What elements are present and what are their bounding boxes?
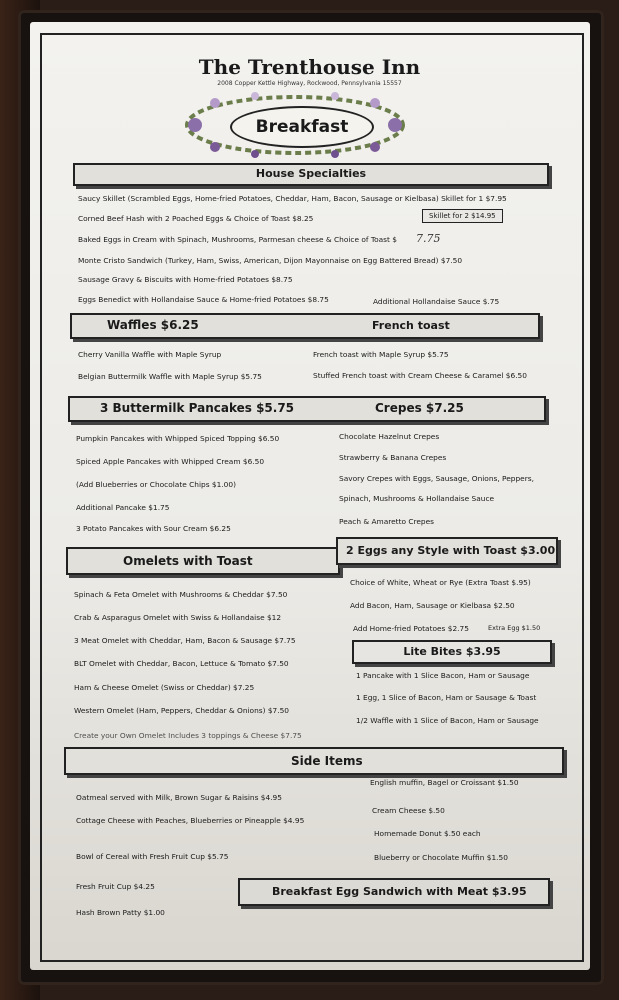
menu-item: Peach & Amaretto Crepes bbox=[339, 517, 435, 526]
extra-egg: Extra Egg $1.50 bbox=[488, 624, 541, 632]
side-items-heading: Side Items bbox=[291, 754, 363, 768]
menu-item: Cherry Vanilla Waffle with Maple Syrup bbox=[78, 350, 222, 359]
menu-item: Chocolate Hazelnut Crepes bbox=[339, 432, 440, 441]
menu-item: Crab & Asparagus Omelet with Swiss & Hollandaise $12 bbox=[74, 613, 282, 622]
menu-item: Strawberry & Banana Crepes bbox=[339, 453, 447, 462]
menu-item: Fresh Fruit Cup $4.25 bbox=[76, 882, 155, 891]
waffles-french-toast-heading-bar bbox=[70, 313, 540, 339]
menu-item: Oatmeal served with Milk, Brown Sugar & Raisins $4.95 bbox=[76, 793, 282, 802]
menu-item: 3 Potato Pancakes with Sour Cream $6.25 bbox=[76, 524, 231, 533]
menu-item: BLT Omelet with Cheddar, Bacon, Lettuce & Tomato $7.50 bbox=[74, 659, 289, 668]
menu-item: Stuffed French toast with Cream Cheese & Caramel $6.50 bbox=[313, 371, 527, 380]
menu-item: Blueberry or Chocolate Muffin $1.50 bbox=[374, 853, 508, 862]
handwritten-price: 7.75 bbox=[416, 232, 441, 245]
menu-item: French toast with Maple Syrup $5.75 bbox=[313, 350, 449, 359]
skillet-for-two-box: Skillet for 2 $14.95 bbox=[422, 209, 503, 223]
menu-item: Monte Cristo Sandwich (Turkey, Ham, Swiss, American, Dijon Mayonnaise on Egg Battered Bread) $7.50 bbox=[78, 256, 463, 265]
egg-sandwich-heading-bar bbox=[238, 878, 550, 906]
menu-item: Cream Cheese $.50 bbox=[372, 806, 445, 815]
menu-item: 3 Meat Omelet with Cheddar, Ham, Bacon & Sausage $7.75 bbox=[74, 636, 296, 645]
menu-item: (Add Blueberries or Chocolate Chips $1.00) bbox=[76, 480, 236, 489]
menu-item: Homemade Donut $.50 each bbox=[374, 829, 481, 838]
menu-item: Spinach & Feta Omelet with Mushrooms & Cheddar $7.50 bbox=[74, 590, 288, 599]
menu-item: Cottage Cheese with Peaches, Blueberries or Pineapple $4.95 bbox=[76, 816, 305, 825]
menu-item: English muffin, Bagel or Croissant $1.50 bbox=[370, 778, 519, 787]
side-items-heading-bar bbox=[64, 747, 564, 775]
menu-item: Saucy Skillet (Scrambled Eggs, Home-fried Potatoes, Cheddar, Ham, Bacon, Sausage or Kielbasa) Skillet for 1 $7.95 bbox=[78, 194, 507, 203]
lite-bites-heading-bar bbox=[352, 640, 552, 664]
restaurant-title: The Trenthouse Inn bbox=[198, 55, 421, 79]
two-eggs-heading: 2 Eggs any Style with Toast $3.00 bbox=[346, 544, 556, 557]
breakfast-label: Breakfast bbox=[230, 106, 374, 148]
restaurant-address: 2008 Copper Kettle Highway, Rockwood, Pennsylvania 15557 bbox=[217, 80, 402, 87]
pancakes-heading: 3 Buttermilk Pancakes $5.75 bbox=[100, 401, 295, 415]
menu-item: Belgian Buttermilk Waffle with Maple Syrup $5.75 bbox=[78, 372, 262, 381]
menu-item: Baked Eggs in Cream with Spinach, Mushrooms, Parmesan cheese & Choice of Toast $ bbox=[78, 235, 397, 244]
menu-item: Savory Crepes with Eggs, Sausage, Onions, Peppers, bbox=[339, 474, 534, 483]
french-toast-heading: French toast bbox=[372, 319, 450, 332]
menu-item: Hash Brown Patty $1.00 bbox=[76, 908, 165, 917]
menu-item: 1 Egg, 1 Slice of Bacon, Ham or Sausage & Toast bbox=[356, 693, 537, 702]
menu-item: Ham & Cheese Omelet (Swiss or Cheddar) $7.25 bbox=[74, 683, 255, 692]
menu-item: Western Omelet (Ham, Peppers, Cheddar & Onions) $7.50 bbox=[74, 706, 289, 715]
menu-item: Sausage Gravy & Biscuits with Home-fried Potatoes $8.75 bbox=[78, 275, 293, 284]
pancakes-crepes-heading-bar bbox=[68, 396, 546, 422]
menu-item: 1/2 Waffle with 1 Slice of Bacon, Ham or Sausage bbox=[356, 716, 539, 725]
menu-item: Choice of White, Wheat or Rye (Extra Toast $.95) bbox=[350, 578, 531, 587]
crepes-heading: Crepes $7.25 bbox=[375, 401, 464, 415]
house-specialties-heading-bar bbox=[73, 163, 549, 186]
extra-hollandaise: Additional Hollandaise Sauce $.75 bbox=[373, 297, 500, 306]
waffles-heading: Waffles $6.25 bbox=[107, 318, 199, 332]
lite-bites-heading: Lite Bites $3.95 bbox=[403, 645, 501, 658]
menu-item: Corned Beef Hash with 2 Poached Eggs & Choice of Toast $8.25 bbox=[78, 214, 314, 223]
omelets-heading: Omelets with Toast bbox=[123, 554, 253, 568]
menu-item: Add Home-fried Potatoes $2.75 bbox=[353, 624, 469, 633]
egg-sandwich-heading: Breakfast Egg Sandwich with Meat $3.95 bbox=[272, 885, 527, 898]
omelets-heading-bar bbox=[66, 547, 340, 575]
menu-item: Spinach, Mushrooms & Hollandaise Sauce bbox=[339, 494, 495, 503]
menu-item: 1 Pancake with 1 Slice Bacon, Ham or Sausage bbox=[356, 671, 530, 680]
menu-item: Create your Own Omelet Includes 3 toppings & Cheese $7.75 bbox=[74, 731, 302, 740]
menu-item: Eggs Benedict with Hollandaise Sauce & Home-fried Potatoes $8.75 bbox=[78, 295, 329, 304]
menu-item: Spiced Apple Pancakes with Whipped Cream $6.50 bbox=[76, 457, 265, 466]
menu-item: Additional Pancake $1.75 bbox=[76, 503, 170, 512]
menu-item: Add Bacon, Ham, Sausage or Kielbasa $2.50 bbox=[350, 601, 515, 610]
house-specialties-heading: House Specialties bbox=[255, 167, 367, 180]
menu-item: Bowl of Cereal with Fresh Fruit Cup $5.75 bbox=[76, 852, 229, 861]
menu-item: Pumpkin Pancakes with Whipped Spiced Topping $6.50 bbox=[76, 434, 280, 443]
two-eggs-heading-bar bbox=[336, 537, 558, 565]
